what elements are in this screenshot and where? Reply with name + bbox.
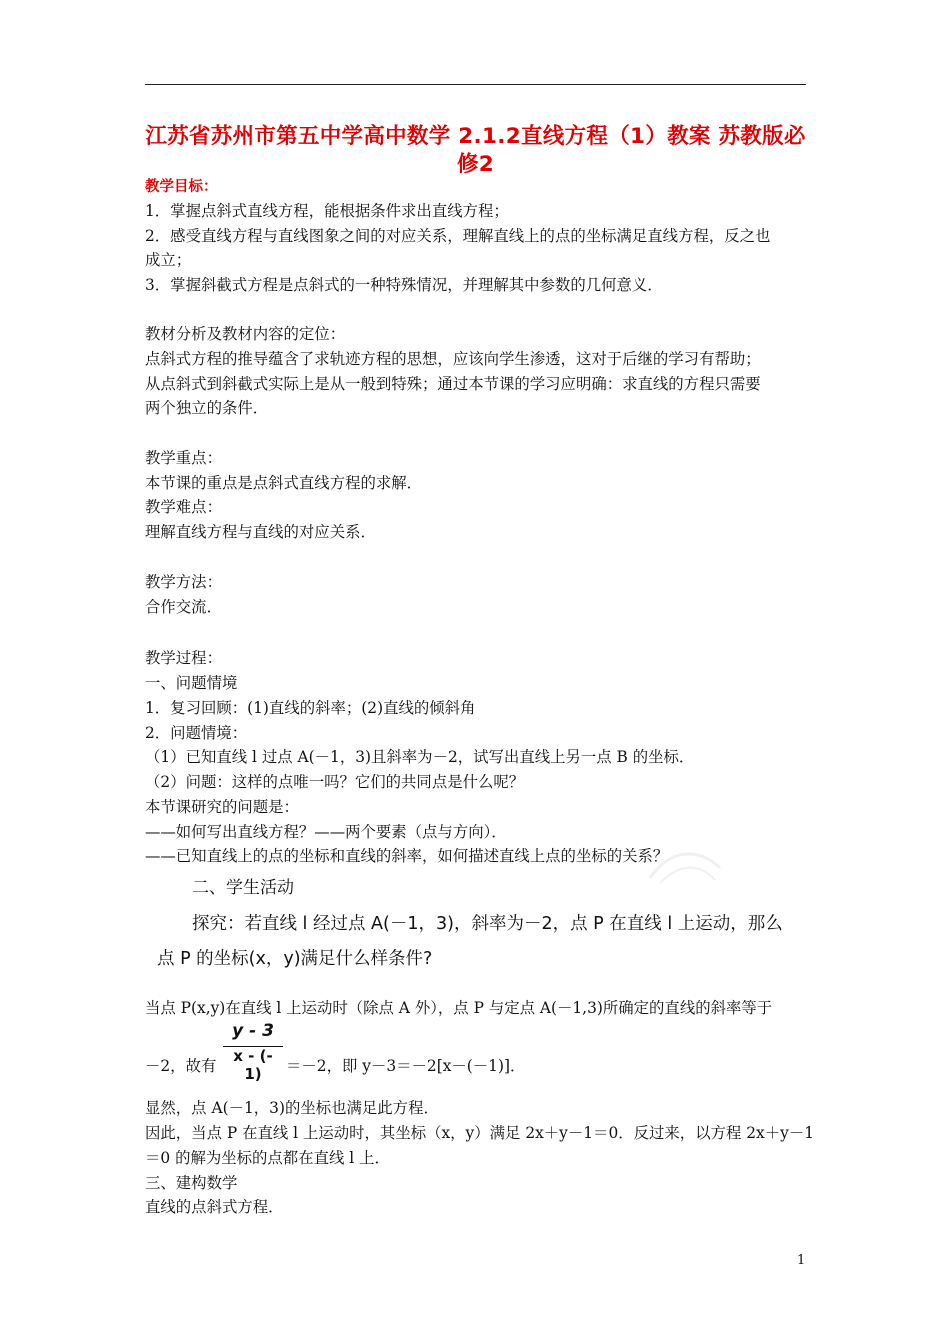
final-line: 直线的点斜式方程． [145,1198,284,1216]
situation-heading: 2．问题情境： [145,724,248,742]
method-heading: 教学方法： [145,573,222,591]
header-rule [145,84,806,85]
objective-3: 3．掌握斜截式方程是点斜式的一种特殊情况，并理解其中参数的几何意义． [145,276,663,294]
situation-1: （1）已知直线 l 过点 A(－1，3)且斜率为－2，试写出直线上另一点 B 的坐标． [145,748,695,766]
process-heading: 教学过程： [145,649,222,667]
difficulty-heading: 教学难点： [145,498,222,516]
explore-line-1: 探究：若直线 l 经过点 A(－1，3)，斜率为－2，点 P 在直线 l 上运动，那么 [192,914,783,934]
research-question-1: ——如何写出直线方程？——两个要素（点与方向）． [145,823,507,841]
derivation-suffix: ＝－2，即 y－3＝－2[x－(－1)]． [286,1057,526,1075]
derivation-prefix: －2，故有 [145,1057,217,1075]
faint-watermark-logo [640,838,730,893]
fraction-numerator: y - 3 [232,1021,274,1041]
slope-fraction [223,1021,283,1083]
explore-line-2: 点 P 的坐标(x，y)满足什么样条件? [157,949,433,969]
research-question-2: ——已知直线上的点的坐标和直线的斜率，如何描述直线上点的坐标的关系？ [145,847,669,865]
method-text: 合作交流． [145,598,222,616]
key-point-text: 本节课的重点是点斜式直线方程的求解． [145,474,423,492]
analysis-line-1: 点斜式方程的推导蕴含了求轨迹方程的思想，应该向学生渗透，这对于后继的学习有帮助； [145,350,761,368]
derivation-line-1: 当点 P(x,y)在直线 l 上运动时（除点 A 外），点 P 与定点 A(－1,3)所确定的直线的斜率等于 [145,999,773,1017]
situation-2: （2）问题：这样的点唯一吗？它们的共同点是什么呢？ [145,773,525,791]
section-2-heading: 二、学生活动 [192,878,294,898]
difficulty-text: 理解直线方程与直线的对应关系． [145,523,376,541]
analysis-heading: 教材分析及教材内容的定位： [145,325,346,343]
review-line: 1．复习回顾：(1)直线的斜率；(2)直线的倾斜角 [145,699,476,717]
conclusion-line-1: 因此，当点 P 在直线 l 上运动时，其坐标（x，y）满足 2x＋y－1＝0．反过来，以方程 2x＋y－1 [145,1124,814,1142]
section-3-heading: 三、建构数学 [145,1174,238,1192]
page-number: 1 [797,1253,806,1268]
key-point-heading: 教学重点： [145,449,222,467]
objective-2-line-1: 2．感受直线方程与直线图象之间的对应关系，理解直线上的点的坐标满足直线方程，反之也 [145,227,771,245]
conclusion-line-2: ＝0 的解为坐标的点都在直线 l 上． [145,1149,390,1167]
analysis-line-3: 两个独立的条件． [145,399,269,417]
analysis-line-2: 从点斜式到斜截式实际上是从一般到特殊；通过本节课的学习应明确：求直线的方程只需要 [145,375,761,393]
research-question-heading: 本节课研究的问题是： [145,798,299,816]
section-1-heading: 一、问题情境 [145,674,238,692]
objective-1: 1．掌握点斜式直线方程，能根据条件求出直线方程； [145,202,509,220]
fraction-denominator: x - (- 1) [233,1047,273,1083]
obvious-line: 显然，点 A(－1，3)的坐标也满足此方程． [145,1099,439,1117]
document-title: 江苏省苏州市第五中学高中数学 2.1.2直线方程（1）教案 苏教版必修2 [145,124,806,177]
objective-2-line-2: 成立； [145,251,192,269]
objectives-heading: 教学目标： [145,179,218,195]
